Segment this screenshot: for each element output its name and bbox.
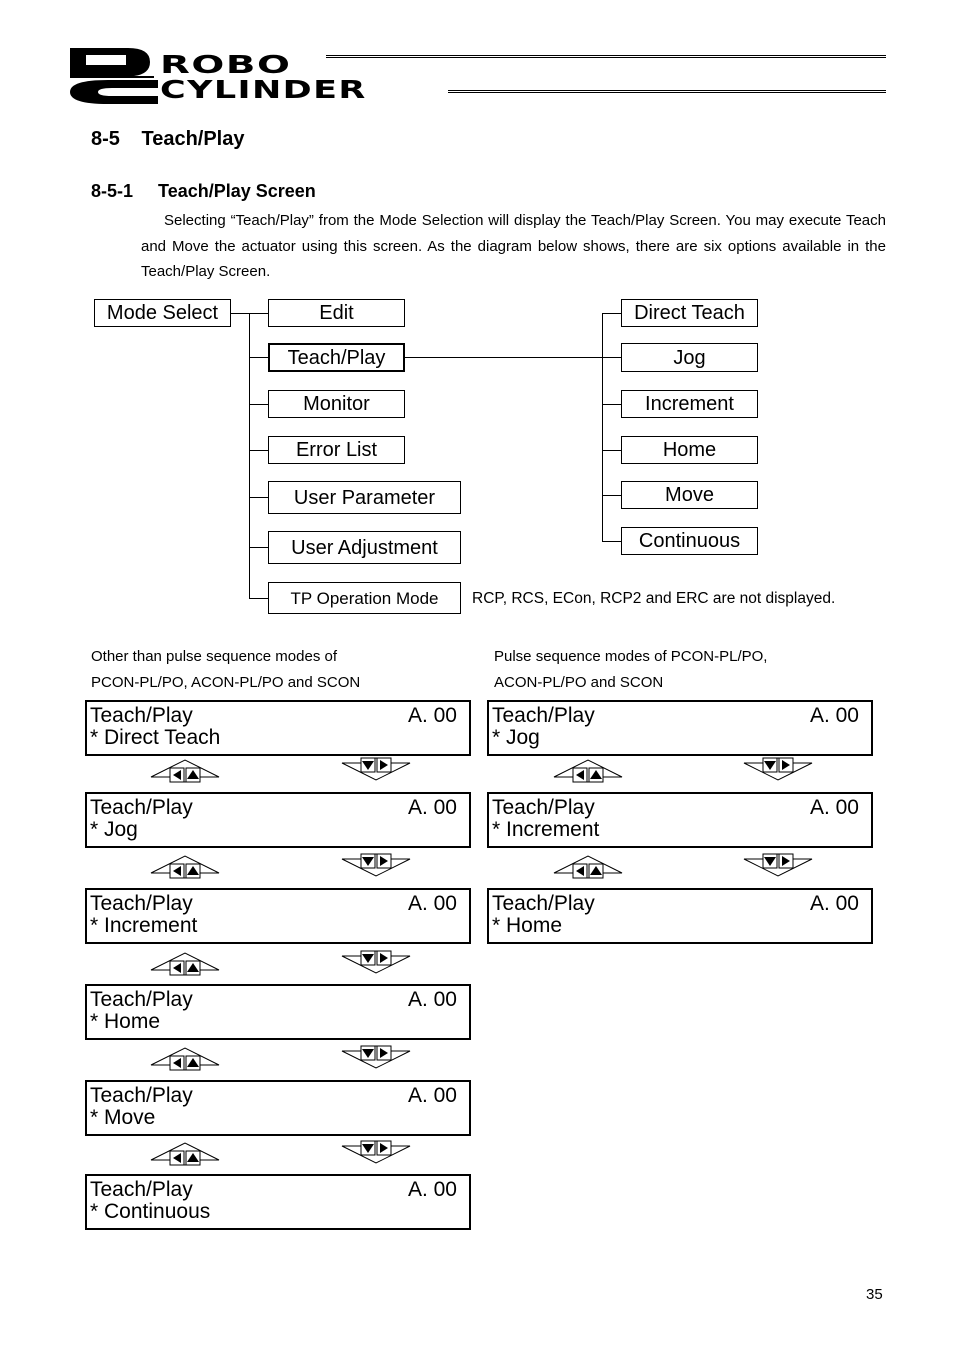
- lcd-axis: A. 00: [407, 796, 457, 819]
- lcd-axis: A. 00: [407, 892, 457, 915]
- up-left-keys-icon: [150, 950, 220, 977]
- lcd-item: * Jog: [492, 726, 540, 749]
- header-rule-top: [326, 55, 886, 58]
- up-left-keys-icon: [150, 1140, 220, 1167]
- mode-teach-play-box: Teach/Play: [268, 343, 405, 372]
- subsection-heading: [91, 181, 316, 202]
- section-number: 8-5: [91, 128, 120, 150]
- lcd-title: Teach/Play: [492, 892, 595, 915]
- left-caption-line1: Other than pulse sequence modes of: [91, 648, 337, 665]
- lcd-axis: A. 00: [407, 988, 457, 1011]
- section-title: Teach/Play: [141, 128, 245, 150]
- tree-connector: [249, 450, 268, 451]
- lcd-screen: [85, 1080, 471, 1136]
- right-caption: [494, 644, 767, 696]
- tree-connector: [602, 313, 621, 314]
- tree-connector: [602, 541, 621, 542]
- mode-edit-box: Edit: [268, 299, 405, 327]
- lcd-axis: A. 00: [809, 704, 859, 727]
- lcd-item: * Direct Teach: [90, 726, 221, 749]
- option-continuous-box: Continuous: [621, 527, 758, 555]
- down-right-keys-icon: [743, 853, 813, 880]
- lcd-title: Teach/Play: [492, 796, 595, 819]
- lcd-title: Teach/Play: [90, 1084, 193, 1107]
- mode-monitor-box: Monitor: [268, 390, 405, 418]
- tree-connector: [602, 450, 621, 451]
- mode-user-parameter-box: User Parameter: [268, 481, 461, 514]
- mode-select-box: Mode Select: [94, 299, 231, 327]
- option-direct-teach-box: Direct Teach: [621, 299, 758, 327]
- tree-connector: [249, 357, 268, 358]
- lcd-item: * Home: [90, 1010, 161, 1033]
- section-heading: [91, 128, 245, 151]
- lcd-title: Teach/Play: [90, 988, 193, 1011]
- mode-error-list-box: Error List: [268, 436, 405, 464]
- lcd-item: * Move: [90, 1106, 156, 1129]
- lcd-title: Teach/Play: [90, 796, 193, 819]
- down-right-keys-icon: [341, 1140, 411, 1167]
- up-left-keys-icon: [553, 757, 623, 784]
- lcd-axis: A. 00: [407, 1084, 457, 1107]
- down-right-keys-icon: [341, 1045, 411, 1072]
- lcd-screen: [487, 792, 873, 848]
- up-left-keys-icon: [150, 757, 220, 784]
- lcd-axis: A. 00: [809, 796, 859, 819]
- tree-connector: [405, 357, 621, 358]
- subsection-number: 8-5-1: [91, 181, 134, 201]
- lcd-axis: A. 00: [809, 892, 859, 915]
- lcd-screen: [85, 792, 471, 848]
- option-home-box: Home: [621, 436, 758, 464]
- tree-connector: [249, 404, 268, 405]
- option-move-box: Move: [621, 481, 758, 509]
- lcd-title: Teach/Play: [492, 704, 595, 727]
- tree-connector: [602, 404, 621, 405]
- lcd-title: Teach/Play: [90, 892, 193, 915]
- lcd-screen: [487, 888, 873, 944]
- option-increment-box: Increment: [621, 390, 758, 418]
- mode-tp-operation-box: TP Operation Mode: [268, 582, 461, 614]
- lcd-screen: [85, 984, 471, 1040]
- intro-paragraph: Selecting “Teach/Play” from the Mode Selection will display the Teach/Play Screen. You may execute Teach and Move the actuator using this screen. As the diagram below shows, there are six options available in the Teach/Play Screen.: [141, 212, 886, 280]
- lcd-axis: A. 00: [407, 1178, 457, 1201]
- header-rule-bottom: [448, 90, 886, 93]
- up-left-keys-icon: [150, 853, 220, 880]
- lcd-screen: [487, 700, 873, 756]
- right-caption-line1: Pulse sequence modes of PCON-PL/PO,: [494, 648, 768, 665]
- logo-line1: ROBO: [160, 50, 292, 79]
- lcd-item: * Jog: [90, 818, 138, 841]
- lcd-item: * Increment: [492, 818, 600, 841]
- tree-connector: [249, 313, 250, 598]
- left-caption-line2: PCON-PL/PO, ACON-PL/PO and SCON: [91, 674, 361, 691]
- tree-connector: [249, 497, 268, 498]
- tree-connector: [249, 598, 268, 599]
- rc-logo-icon: [68, 44, 168, 106]
- down-right-keys-icon: [341, 757, 411, 784]
- page-number: 35: [866, 1286, 883, 1303]
- tree-connector: [602, 495, 621, 496]
- lcd-axis: A. 00: [407, 704, 457, 727]
- mode-user-adjustment-box: User Adjustment: [268, 531, 461, 564]
- down-right-keys-icon: [743, 757, 813, 784]
- lcd-item: * Increment: [90, 914, 198, 937]
- tp-operation-note: RCP, RCS, ECon, RCP2 and ERC are not displayed.: [472, 590, 836, 607]
- lcd-title: Teach/Play: [90, 704, 193, 727]
- tree-connector: [249, 547, 268, 548]
- lcd-screen: [85, 888, 471, 944]
- lcd-item: * Continuous: [90, 1200, 211, 1223]
- header-logo: [68, 44, 168, 106]
- down-right-keys-icon: [341, 853, 411, 880]
- tree-connector: [602, 313, 603, 541]
- subsection-title: Teach/Play Screen: [158, 181, 316, 201]
- lcd-item: * Home: [492, 914, 563, 937]
- down-right-keys-icon: [341, 950, 411, 977]
- lcd-title: Teach/Play: [90, 1178, 193, 1201]
- left-caption: [91, 644, 360, 696]
- logo-line2: CYLINDER: [160, 75, 367, 104]
- up-left-keys-icon: [553, 853, 623, 880]
- lcd-screen: [85, 1174, 471, 1230]
- up-left-keys-icon: [150, 1045, 220, 1072]
- lcd-screen: [85, 700, 471, 756]
- option-jog-box: Jog: [621, 343, 758, 372]
- right-caption-line2: ACON-PL/PO and SCON: [494, 674, 664, 691]
